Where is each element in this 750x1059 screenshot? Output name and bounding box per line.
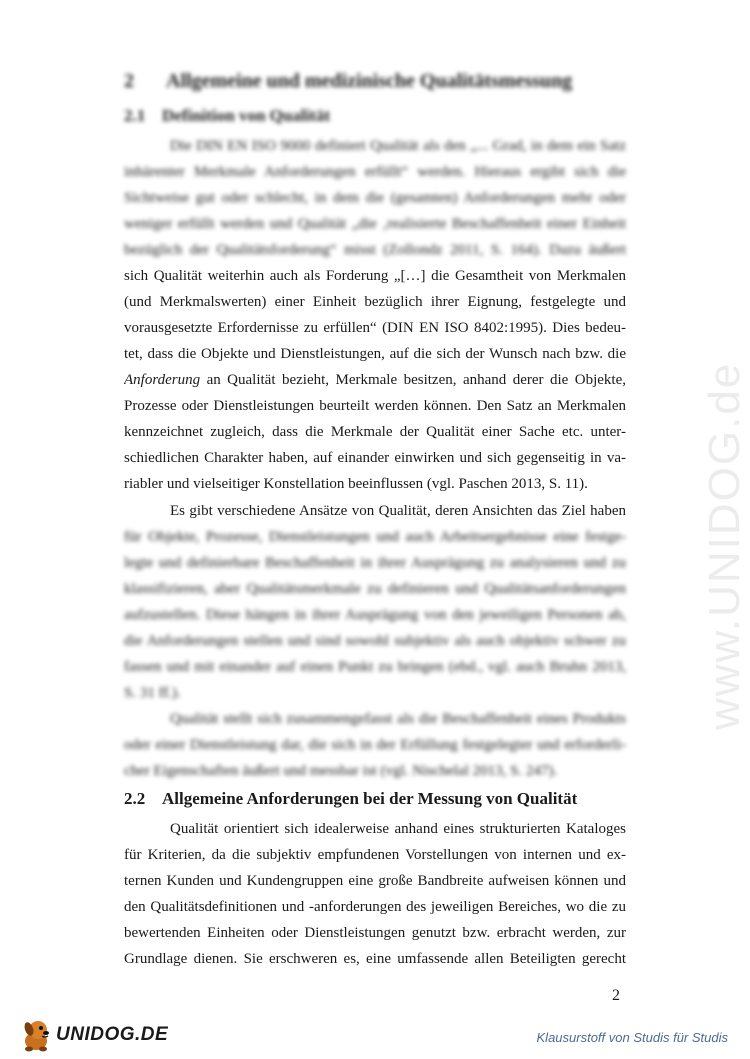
text-line: fassen und mit einander auf einen Punkt zu bringen (ebd., vgl. auch Bruhn 2013, (124, 659, 626, 675)
text-line: bezüglich der Qualitätsforderung“ misst (Zollondz 2011, S. 164). Dazu äußert (124, 242, 626, 258)
section-title: Definition von Qualität (162, 106, 331, 125)
text-line: schiedlichen Charakter haben, auf einander einwirken und sich gegenseitig in va- (124, 450, 626, 466)
text-line: riabler und vielseitiger Konstellation beeinflussen (vgl. Paschen 2013, S. 11). (124, 476, 588, 492)
section-heading-2-1 (124, 106, 330, 126)
paragraph-1 (124, 133, 626, 497)
text-line: cher Eigenschaften äußert und messbar ist (vgl. Nischelal 2013, S. 247). (124, 763, 558, 779)
paragraph-3 (124, 706, 626, 784)
paragraph-4 (124, 816, 626, 972)
page-number: 2 (612, 987, 620, 1004)
text-line: Grundlage dienen. Sie erschweren es, eine umfassende allen Beteiligten gerecht (124, 951, 626, 967)
footer-tagline: Klausurstoff von Studis für Studis (536, 1030, 728, 1045)
dog-mascot-icon (18, 1017, 54, 1053)
section-heading-2-2 (124, 789, 577, 809)
text-line: für Objekte, Prozesse, Dienstleistungen und auch Arbeitsergebnisse eine festge- (124, 529, 626, 545)
chapter-heading (124, 70, 572, 93)
text-line: klassifizieren, aber Qualitätsmerkmale zu definieren und Qualitätsanforderungen (124, 581, 626, 597)
text-line: ternen Kunden und Kundengruppen eine große Bandbreite aufweisen können und (124, 873, 626, 889)
watermark: www.UNIDOG.de (700, 361, 749, 730)
chapter-number: 2 (124, 70, 134, 92)
text-line: kennzeichnet zugleich, dass die Merkmale der Qualität einer Sache etc. unter- (124, 424, 626, 440)
text-line: Sichtweise gut oder schlecht, in dem die (gesamten) Anforderungen mehr oder (124, 190, 626, 206)
text-line: oder einer Dienstleistung dar, die sich in der Erfüllung festgelegter und erforderli- (124, 737, 626, 753)
text-line: Qualität stellt sich zusammengefasst als die Beschaffenheit eines Produkts (170, 711, 626, 727)
text-line: Prozesse oder Dienstleistungen beurteilt werden können. Den Satz an Merkmalen (124, 398, 626, 414)
site-logo (18, 1015, 168, 1055)
section-number: 2.2 (124, 789, 146, 808)
text-line: tet, dass die Objekte und Dienstleistungen, auf die sich der Wunsch nach bzw. die (124, 346, 626, 362)
text-line: sich Qualität weiterhin auch als Forderung „[…] die Gesamtheit von Merkmalen (124, 268, 626, 284)
text-line: aufzustellen. Diese hängen in ihrer Ausprägung von den jeweiligen Personen ab, (124, 607, 626, 623)
text-line: für Kriterien, da die subjektiv empfundenen Vorstellungen von internen und ex- (124, 847, 626, 863)
text-line: den Qualitätsdefinitionen und -anforderungen des jeweiligen Bereiches, wo die zu (124, 899, 626, 915)
text-line: vorausgesetzte Erfordernisse zu erfüllen“ (DIN EN ISO 8402:1995). Dies bedeu- (124, 320, 626, 336)
text-line: Qualität orientiert sich idealerweise anhand eines strukturierten Kataloges (170, 821, 626, 837)
section-title: Allgemeine Anforderungen bei der Messung von Qualität (162, 789, 578, 808)
text-line: weniger erfüllt werden und Qualität „die ‚realisierte Beschaffenheit einer Einheit (124, 216, 626, 232)
text-line: (und Merkmalswerten) einer Einheit bezüglich ihrer Eignung, festgelegte und (124, 294, 626, 310)
text-line: bewertenden Einheiten oder Dienstleistungen genutzt bzw. erbracht werden, zur (124, 925, 626, 941)
paragraph-2 (124, 498, 626, 706)
text-line: legte und definierbare Beschaffenheit in ihrer Ausprägung zu analysieren und zu (124, 555, 626, 571)
chapter-title: Allgemeine und medizinische Qualitätsmessung (166, 70, 573, 92)
logo-text: UNIDOG.DE (56, 1024, 169, 1045)
text-line: S. 31 ff.). (124, 685, 181, 701)
text-line: Anforderung an Qualität bezieht, Merkmale besitzen, anhand derer die Objekte, (124, 372, 626, 388)
text-line: inhärenter Merkmale Anforderungen erfüllt“ werden. Hieraus ergibt sich die (124, 164, 626, 180)
emphasis-anforderung: Anforderung (124, 372, 201, 388)
section-number: 2.1 (124, 106, 146, 125)
text-line: die Anforderungen stellen und sind sowohl subjektiv als auch objektiv schwer zu (124, 633, 626, 649)
text-line: Die DIN EN ISO 9000 definiert Qualität als den „... Grad, in dem ein Satz (170, 138, 626, 154)
text-line: Es gibt verschiedene Ansätze von Qualität, deren Ansichten das Ziel haben (170, 503, 626, 519)
